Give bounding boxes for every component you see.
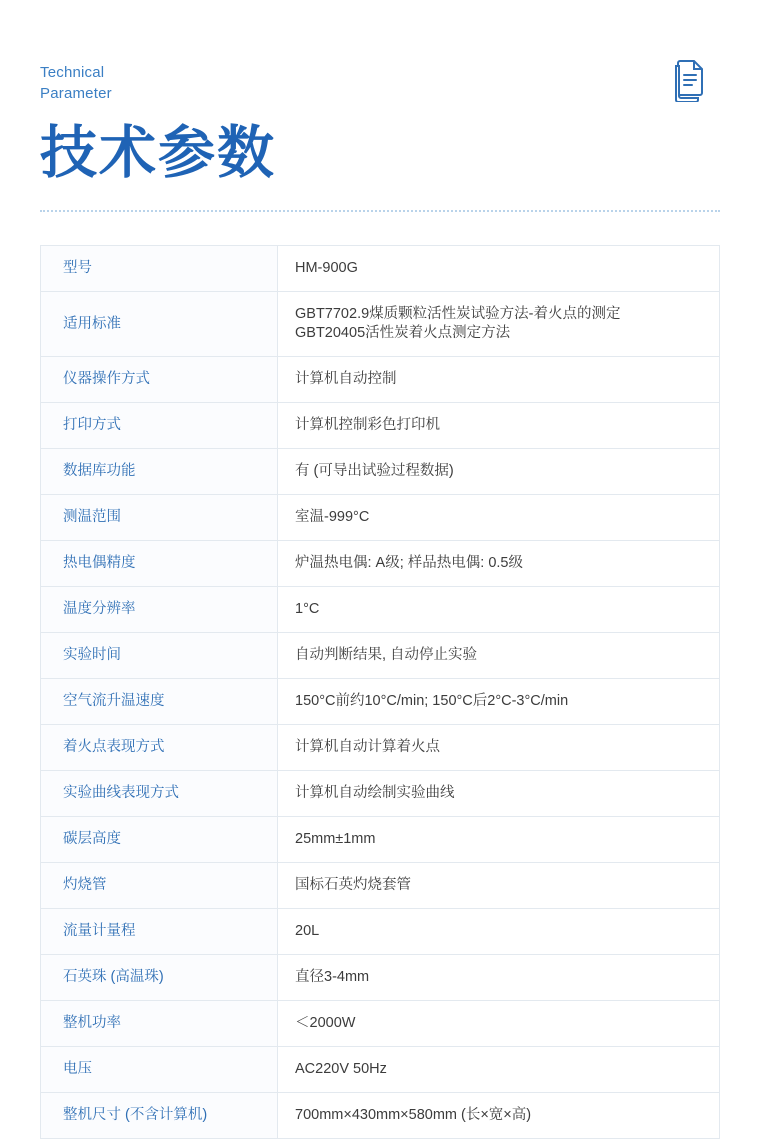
table-row	[41, 246, 720, 292]
table-row	[41, 863, 720, 909]
row-label: 实验时间	[41, 633, 278, 679]
row-value-line: AC220V 50Hz	[295, 1061, 387, 1077]
row-value-line: HM-900G	[295, 260, 358, 276]
page-header	[40, 0, 720, 212]
document-icon	[668, 58, 710, 102]
row-value-line-2: GBT20405活性炭着火点测定方法	[295, 325, 511, 341]
table-row	[41, 725, 720, 771]
row-value-line: 计算机自动计算着火点	[295, 739, 440, 755]
row-label: 实验曲线表现方式	[41, 771, 278, 817]
table-body	[41, 246, 720, 1139]
table-row	[41, 771, 720, 817]
row-label: 适用标准	[41, 292, 278, 357]
row-value-line: 700mm×430mm×580mm (长×宽×高)	[295, 1107, 532, 1123]
row-value-line: 有 (可导出试验过程数据)	[295, 463, 454, 479]
table-row	[41, 909, 720, 955]
row-value	[278, 955, 720, 1001]
row-label: 着火点表现方式	[41, 725, 278, 771]
row-label: 温度分辨率	[41, 587, 278, 633]
table-row	[41, 541, 720, 587]
row-value	[278, 863, 720, 909]
table-row	[41, 1093, 720, 1139]
table-row	[41, 679, 720, 725]
row-value	[278, 909, 720, 955]
table-row	[41, 449, 720, 495]
row-label: 热电偶精度	[41, 541, 278, 587]
row-value	[278, 725, 720, 771]
row-label: 灼烧管	[41, 863, 278, 909]
specification-table	[40, 245, 720, 1139]
row-value	[278, 495, 720, 541]
table-row	[41, 495, 720, 541]
table-row	[41, 587, 720, 633]
row-value-line: 计算机自动绘制实验曲线	[295, 785, 455, 801]
eyebrow-text	[40, 62, 720, 104]
row-value	[278, 292, 720, 357]
table-row	[41, 1047, 720, 1093]
table-row	[41, 955, 720, 1001]
row-value-line: 150°C前约10°C/min; 150°C后2°C-3°C/min	[295, 693, 569, 709]
row-value-line: 室温-999°C	[295, 509, 370, 525]
row-value	[278, 449, 720, 495]
row-value	[278, 679, 720, 725]
row-label: 型号	[41, 246, 278, 292]
row-value	[278, 357, 720, 403]
row-value-line: ＜2000W	[295, 1015, 356, 1031]
table-row	[41, 633, 720, 679]
row-value	[278, 633, 720, 679]
page-title: 技术参数	[40, 120, 276, 186]
row-value	[278, 587, 720, 633]
row-label: 测温范围	[41, 495, 278, 541]
row-value-line: 25mm±1mm	[295, 831, 376, 847]
table-row	[41, 357, 720, 403]
row-label: 仪器操作方式	[41, 357, 278, 403]
row-label: 数据库功能	[41, 449, 278, 495]
table-row	[41, 1001, 720, 1047]
row-value-line: GBT7702.9煤质颗粒活性炭试验方法-着火点的测定	[295, 306, 621, 322]
row-value	[278, 1093, 720, 1139]
row-label: 流量计量程	[41, 909, 278, 955]
row-value	[278, 1047, 720, 1093]
row-label: 整机功率	[41, 1001, 278, 1047]
row-value	[278, 817, 720, 863]
row-value-line: 直径3-4mm	[295, 969, 370, 985]
row-label: 空气流升温速度	[41, 679, 278, 725]
row-value-line: 国标石英灼烧套管	[295, 877, 411, 893]
row-value	[278, 403, 720, 449]
row-label: 碳层高度	[41, 817, 278, 863]
row-value	[278, 541, 720, 587]
row-value-line: 计算机自动控制	[295, 371, 397, 387]
row-value	[278, 1001, 720, 1047]
header-divider	[40, 210, 720, 212]
row-value-line: 炉温热电偶: A级; 样品热电偶: 0.5级	[295, 555, 523, 571]
row-value-line: 计算机控制彩色打印机	[295, 417, 440, 433]
row-value	[278, 246, 720, 292]
row-value-line: 自动判断结果, 自动停止实验	[295, 647, 478, 663]
table-row	[41, 403, 720, 449]
row-label: 电压	[41, 1047, 278, 1093]
table-row	[41, 817, 720, 863]
row-label: 打印方式	[41, 403, 278, 449]
row-label: 整机尺寸 (不含计算机)	[41, 1093, 278, 1139]
row-label: 石英珠 (高温珠)	[41, 955, 278, 1001]
table-row	[41, 292, 720, 357]
row-value	[278, 771, 720, 817]
eyebrow-line-2: Parameter	[40, 85, 112, 102]
row-value-line: 20L	[295, 923, 320, 939]
eyebrow-line-1: Technical	[40, 64, 105, 81]
row-value-line: 1°C	[295, 601, 320, 617]
